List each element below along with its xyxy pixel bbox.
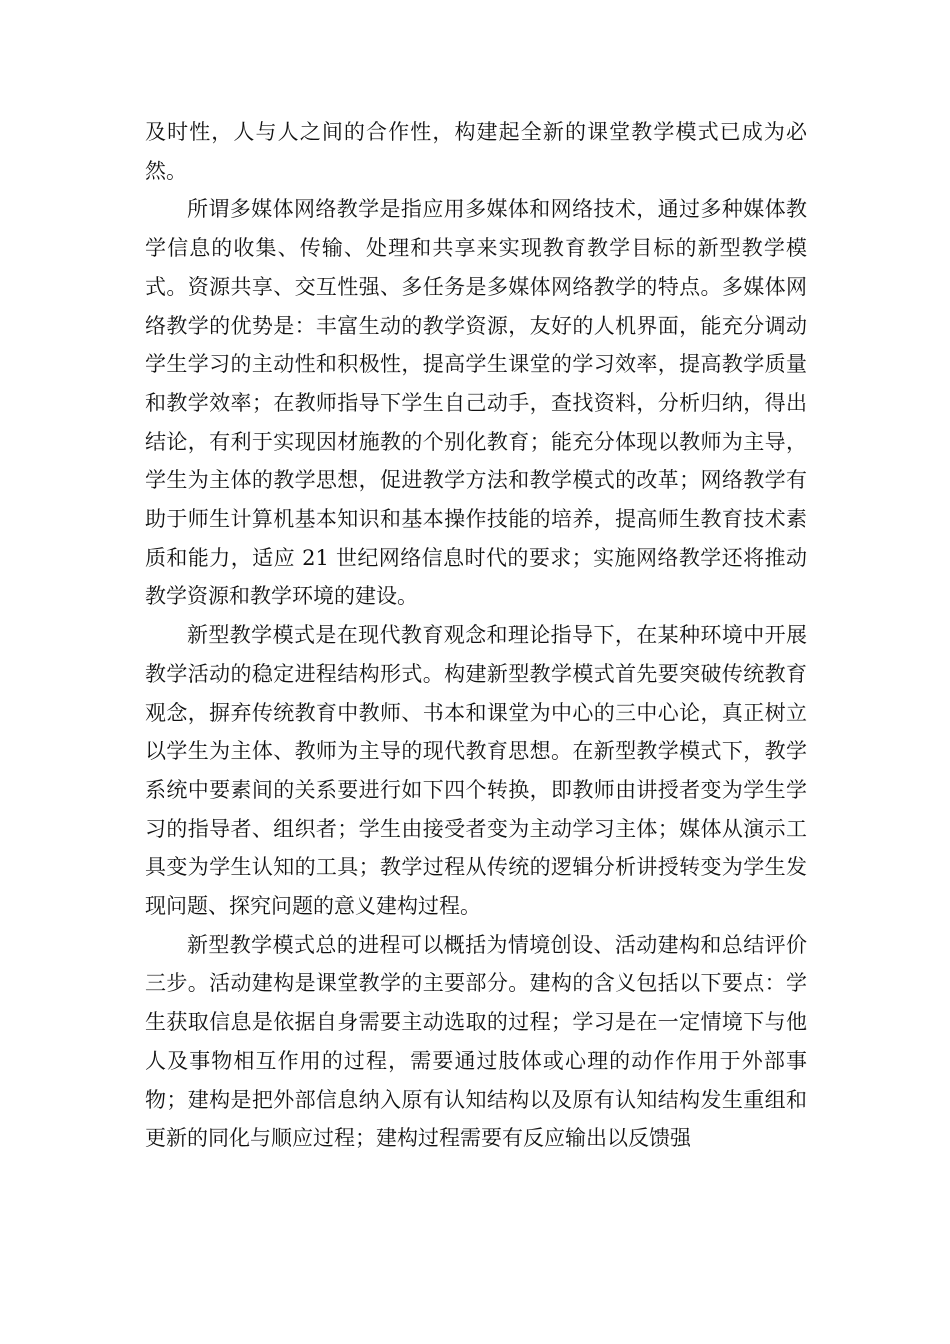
paragraph-continued: 及时性，人与人之间的合作性，构建起全新的课堂教学模式已成为必然。 [145, 120, 807, 183]
paragraph-multimedia-teaching: 所谓多媒体网络教学是指应用多媒体和网络技术，通过多种媒体教学信息的收集、传输、处理和共享来实现教育教学目标的新型教学模式。资源共享、交互性强、多任务是多媒体网络教学的特点。多媒体网络教学的优势是：丰富生动的教学资源，友好的人机界面，能充分调动学生学习的主动性和积极性，提高学生课堂的学习效率，提高教学质量和教学效率；在教师指导下学生自己动手，查找资料，分析归纳，得出结论，有利于实现因材施教的个别化教育；能充分体现以教师为主导，学生为主体的教学思想，促进教学方法和教学模式的改革；网络教学有助于师生计算机基本知识和基本操作技能的培养，提高师生教育技术素质和能力，适应 21 世纪网络信息时代的要求；实施网络教学还将推动教学资源和教学环境的建设。 [145, 197, 807, 609]
paragraph-model-process: 新型教学模式总的进程可以概括为情境创设、活动建构和总结评价三步。活动建构是课堂教学的主要部分。建构的含义包括以下要点：学生获取信息是依据自身需要主动选取的过程；学习是在一定情境下与他人及事物相互作用的过程，需要通过肢体或心理的动作作用于外部事物；建构是把外部信息纳入原有认知结构以及原有认知结构发生重组和更新的同化与顺应过程；建构过程需要有反应输出以反馈强 [145, 932, 807, 1151]
document-body [145, 113, 807, 1158]
paragraph-new-teaching-model: 新型教学模式是在现代教育观念和理论指导下，在某种环境中开展教学活动的稳定进程结构形式。构建新型教学模式首先要突破传统教育观念，摒弃传统教育中教师、书本和课堂为中心的三中心论，真正树立以学生为主体、教师为主导的现代教育思想。在新型教学模式下，教学系统中要素间的关系要进行如下四个转换，即教师由讲授者变为学生学习的指导者、组织者；学生由接受者变为主动学习主体；媒体从演示工具变为学生认知的工具；教学过程从传统的逻辑分析讲授转变为学生发现问题、探究问题的意义建构过程。 [145, 623, 807, 919]
